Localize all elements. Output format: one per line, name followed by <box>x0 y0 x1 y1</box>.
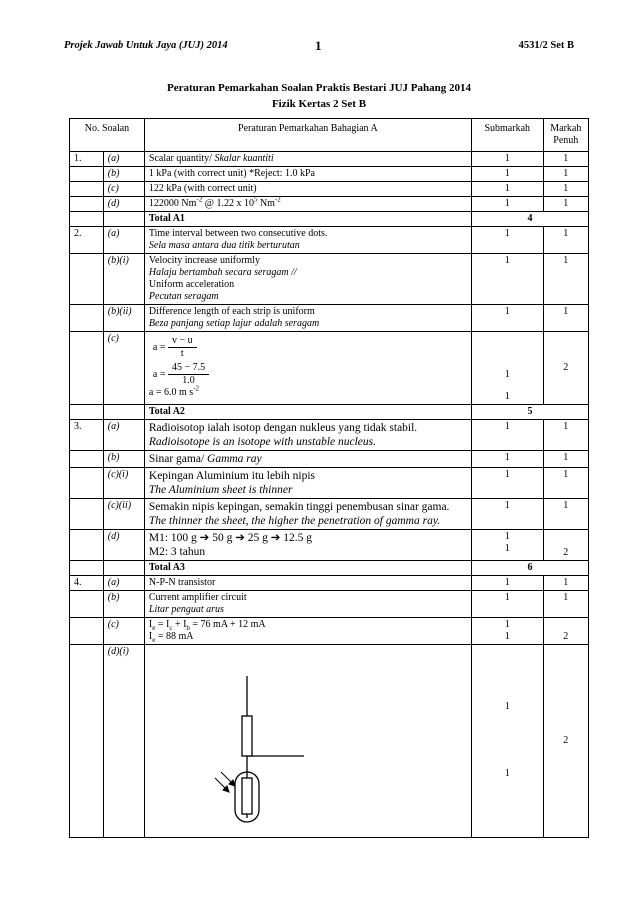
total-row <box>70 212 589 227</box>
question-part: (d) <box>103 197 144 212</box>
fullmark: 1 <box>543 227 588 254</box>
document-title <box>0 80 638 112</box>
answer-text: Radioisotop ialah isotop dengan nukleus yang tidak stabil. Radioisotope is an isotope with unstable nucleus. <box>144 420 471 451</box>
answer-text: 122000 $Nm^{-2}$ @ 1.22 x $10^5$ $Nm^{-2}$ <box>144 197 471 212</box>
submark: 1 <box>471 451 543 468</box>
submark: 1 1 <box>471 618 543 645</box>
question-part: (c) <box>103 618 144 645</box>
answer-text: $I_e = I_c + I_b = 76$ mA + 12 mA $I_e = 88$ mA <box>144 618 471 645</box>
table-row <box>70 197 589 212</box>
table-row <box>70 499 589 530</box>
fullmark: 1 <box>543 197 588 212</box>
header-code: 4531/2 Set B <box>518 40 574 51</box>
question-part: (d) <box>103 530 144 561</box>
fullmark: 1 <box>543 499 588 530</box>
total-label: Total A3 <box>144 561 471 576</box>
fullmark: 2 <box>543 332 588 405</box>
table-row <box>70 254 589 305</box>
answer-ms: Sela masa antara dua titik berturutan <box>148 240 300 251</box>
submark: 1 <box>471 499 543 530</box>
answer-text: 1 kPa (with correct unit) *Reject: 1.0 kPa <box>144 167 471 182</box>
submark: 1 <box>471 591 543 618</box>
total-value: 5 <box>471 405 588 420</box>
fullmark: 1 <box>543 182 588 197</box>
answer-text: Kepingan Aluminium itu lebih nipis The Aluminium sheet is thinner <box>144 468 471 499</box>
page-number: 1 <box>315 38 322 53</box>
submark: 1 <box>471 167 543 182</box>
ldr-circuit-diagram <box>149 646 449 826</box>
answer-text: Sinar gama/ Gamma ray <box>144 451 471 468</box>
col-header-rule: Peraturan Pemarkahan Bahagian A <box>144 119 471 152</box>
table-row <box>70 167 589 182</box>
submark: 1 <box>471 152 543 167</box>
fullmark: 1 <box>543 591 588 618</box>
table-row <box>70 182 589 197</box>
table-row <box>70 332 589 405</box>
total-row <box>70 561 589 576</box>
title-line-1: Peraturan Pemarkahan Soalan Praktis Bestari JUJ Pahang 2014 <box>166 82 472 94</box>
answer-en: Scalar quantity/ <box>148 153 215 164</box>
answer-text <box>144 227 471 254</box>
fullmark: 2 <box>543 618 588 645</box>
fullmark: 2 <box>543 645 588 838</box>
submark: 1 <box>471 197 543 212</box>
question-number: 2. <box>70 227 104 254</box>
submark: 1 <box>471 254 543 305</box>
answer-text <box>144 152 471 167</box>
question-part: (b)(i) <box>103 254 144 305</box>
table-row <box>70 618 589 645</box>
question-number: 4. <box>70 576 104 591</box>
fullmark: 1 <box>543 468 588 499</box>
submark: 1 <box>471 468 543 499</box>
question-part: (d)(i) <box>103 645 144 838</box>
table-row <box>70 420 589 451</box>
resistor-symbol <box>242 716 252 756</box>
question-part: (c)(ii) <box>103 499 144 530</box>
header-project: Projek Jawab Untuk Jaya (JUJ) 2014 <box>64 40 228 51</box>
answer-text: Current amplifier circuit Litar penguat arus <box>144 591 471 618</box>
col-header-full-a: Markah <box>550 123 582 134</box>
question-part: (c)(i) <box>103 468 144 499</box>
ldr-symbol <box>242 778 252 814</box>
light-arrows-icon <box>215 772 235 792</box>
table-row <box>70 152 589 167</box>
question-part: (b) <box>103 167 144 182</box>
answer-ms: Skalar kuantiti <box>214 153 274 164</box>
total-row <box>70 405 589 420</box>
submark: 1 <box>471 227 543 254</box>
table-row <box>70 468 589 499</box>
col-header-full <box>543 119 588 152</box>
col-header-sub: Submarkah <box>471 119 543 152</box>
page-header <box>64 38 574 54</box>
table-header-row <box>70 119 589 152</box>
answer-text: Difference length of each strip is uniform Beza panjang setiap lajur adalah seragam <box>144 305 471 332</box>
submark: 1 <box>471 305 543 332</box>
answer-text: Semakin nipis kepingan, semakin tinggi penembusan sinar gama. The thinner the sheet, the higher the penetration of gamma ray. <box>144 499 471 530</box>
fullmark: 1 <box>543 254 588 305</box>
circuit-diagram-cell <box>144 645 471 838</box>
fullmark: 2 <box>543 530 588 561</box>
question-number: 3. <box>70 420 104 451</box>
submark: 1 1 <box>471 530 543 561</box>
question-part: (a) <box>103 420 144 451</box>
total-value: 6 <box>471 561 588 576</box>
fullmark: 1 <box>543 152 588 167</box>
table-row <box>70 305 589 332</box>
submark: 1 <box>471 576 543 591</box>
question-part: (b) <box>103 591 144 618</box>
table-row <box>70 591 589 618</box>
submark: 1 <box>471 182 543 197</box>
total-label: Total A2 <box>144 405 471 420</box>
col-header-no: No. Soalan <box>70 119 145 152</box>
fullmark: 1 <box>543 167 588 182</box>
answer-text: Velocity increase uniformly Halaju bertambah secara seragam // Uniform acceleration Pecutan seragam <box>144 254 471 305</box>
total-value: 4 <box>471 212 588 227</box>
question-part: (c) <box>103 332 144 405</box>
answer-text: N-P-N transistor <box>144 576 471 591</box>
table-row <box>70 645 589 838</box>
question-number: 1. <box>70 152 104 167</box>
answer-text: 122 kPa (with correct unit) <box>144 182 471 197</box>
table-row <box>70 576 589 591</box>
answer-formula: a = $\frac{v - u}{t}$ a = $\frac{45 - 7.5}{1.0}$ a = 6.0 m $s^{-2}$ <box>144 332 471 405</box>
fullmark: 1 <box>543 305 588 332</box>
table-row <box>70 530 589 561</box>
table-row <box>70 227 589 254</box>
fullmark: 1 <box>543 576 588 591</box>
fullmark: 1 <box>543 451 588 468</box>
fullmark: 1 <box>543 420 588 451</box>
circuit-wires <box>247 676 304 818</box>
table-row <box>70 451 589 468</box>
submark: 1 <box>471 420 543 451</box>
question-part: (c) <box>103 182 144 197</box>
question-part: (a) <box>103 227 144 254</box>
submark: 1 1 <box>471 645 543 838</box>
question-part: (a) <box>103 152 144 167</box>
marking-table <box>69 118 589 838</box>
question-part: (b)(ii) <box>103 305 144 332</box>
question-part: (b) <box>103 451 144 468</box>
title-line-2: Fizik Kertas 2 Set B <box>271 98 367 110</box>
answer-en: Time interval between two consecutive dots. <box>148 228 328 239</box>
total-label: Total A1 <box>144 212 471 227</box>
answer-text: M1: 100 g ➔ 50 g ➔ 25 g ➔ 12.5 g M2: 3 tahun <box>144 530 471 561</box>
col-header-full-b: Penuh <box>553 135 579 146</box>
submark: 1 1 <box>471 332 543 405</box>
question-part: (a) <box>103 576 144 591</box>
